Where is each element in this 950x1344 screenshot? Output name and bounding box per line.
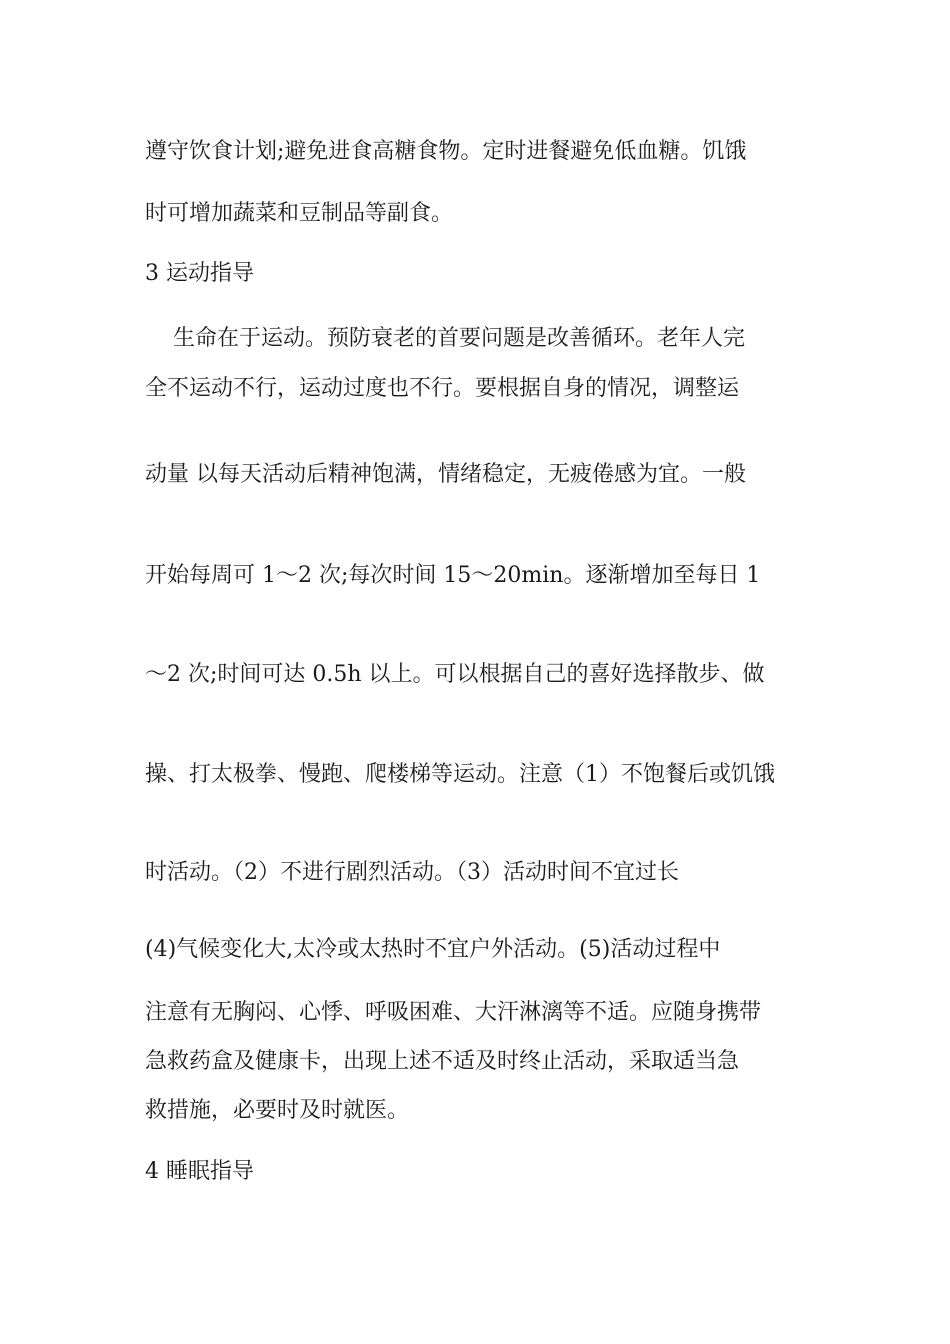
text-line: 开始每周可 1～2 次;每次时间 15～20min。逐渐增加至每日 1: [145, 563, 761, 588]
text-line: (4)气候变化大,太冷或太热时不宜户外活动。(5)活动过程中: [145, 937, 721, 962]
text-line: ～2 次;时间可达 0.5h 以上。可以根据自己的喜好选择散步、做: [145, 662, 765, 687]
text-line: 急救药盒及健康卡，出现上述不适及时终止活动，采取适当急: [145, 1049, 740, 1074]
text-line: 时可增加蔬菜和豆制品等副食。: [145, 201, 454, 226]
section-heading: 3 运动指导: [145, 261, 254, 286]
text-line: 操、打太极拳、慢跑、爬楼梯等运动。注意（1）不饱餐后或饥饿: [145, 762, 775, 787]
section-heading: 4 睡眠指导: [145, 1159, 254, 1184]
text-line: 注意有无胸闷、心悸、呼吸困难、大汗淋漓等不适。应随身携带: [145, 1000, 762, 1025]
text-line: 全不运动不行，运动过度也不行。要根据自身的情况，调整运: [145, 376, 740, 401]
text-line: 时活动。（2）不进行剧烈活动。（3）活动时间不宜过长: [145, 860, 679, 885]
text-line: 动量 以每天活动后精神饱满，情绪稳定，无疲倦感为宜。一般: [145, 462, 746, 487]
text-line: 生命在于运动。预防衰老的首要问题是改善循环。老年人完: [145, 326, 745, 351]
text-line: 救措施，必要时及时就医。: [145, 1098, 410, 1123]
text-line: 遵守饮食计划;避免进食高糖食物。定时进餐避免低血糖。饥饿: [145, 139, 747, 164]
